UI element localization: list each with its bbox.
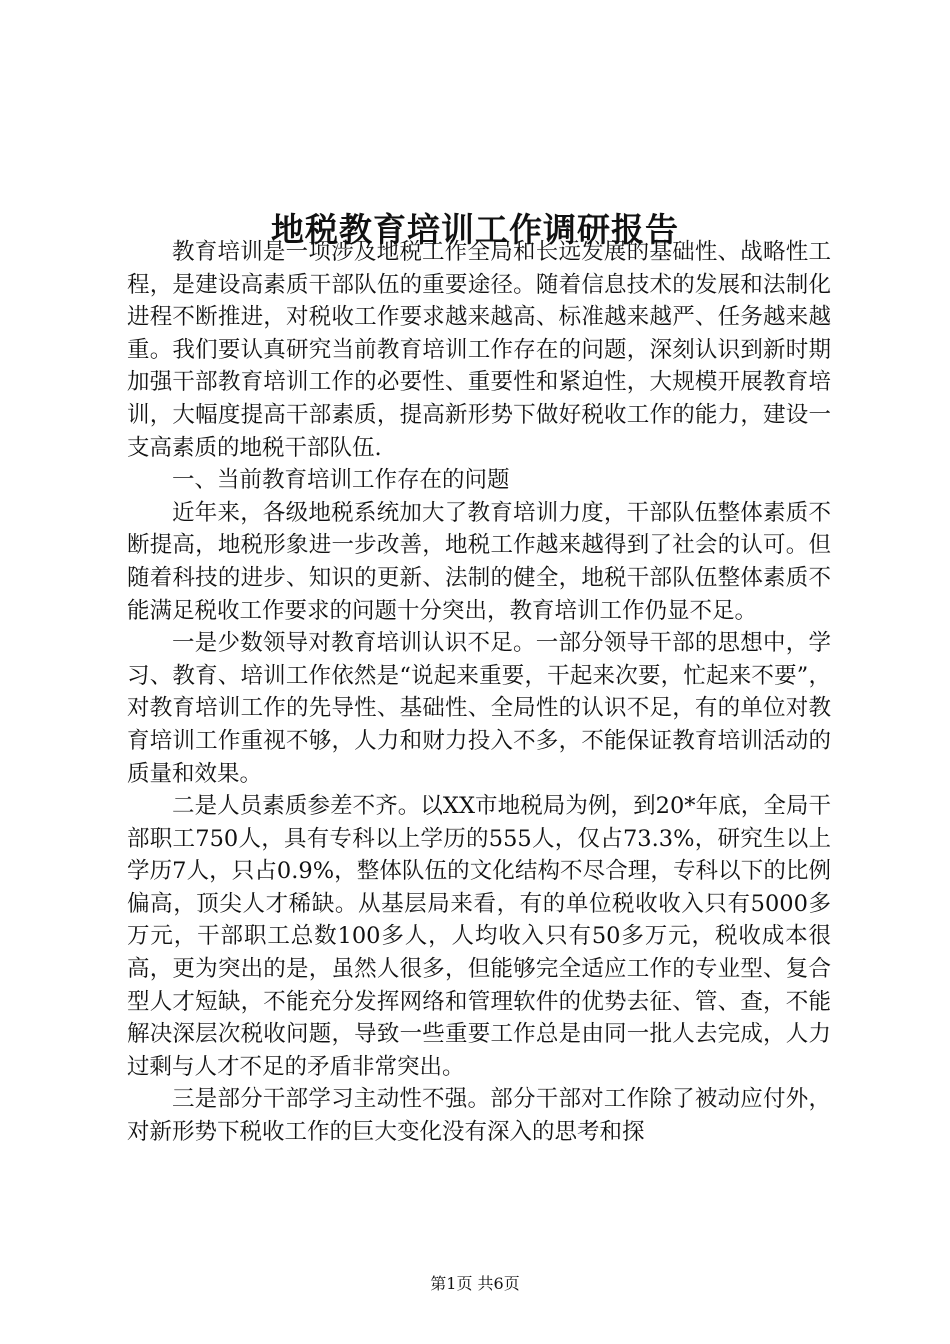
intro-paragraph: 教育培训是一项涉及地税工作全局和长远发展的基础性、战略性工程，是建设高素质干部队伍的重要途径。随着信息技术的发展和法制化进程不断推进，对税收工作要求越来越高、标准越来越严、任务越来越重。我们要认真研究当前教育培训工作存在的问题，深刻认识到新时期加强干部教育培训工作的必要性、重要性和紧迫性，大规模开展教育培训，大幅度提高干部素质，提高新形势下做好税收工作的能力，建设一支高素质的地税干部队伍. — [127, 239, 831, 461]
section-heading: 一、当前教育培训工作存在的问题 — [172, 467, 510, 494]
body-paragraph: 一是少数领导对教育培训认识不足。一部分领导干部的思想中，学习、教育、培训工作依然是“说起来重要，干起来次要，忙起来不要”，对教育培训工作的先导性、基础性、全局性的认识不足，有的单位对教育培训工作重视不够，人力和财力投入不多，不能保证教育培训活动的质量和效果。 — [127, 630, 831, 787]
page-footer: 第1页 共6页 — [430, 1274, 520, 1293]
body-paragraph: 近年来，各级地税系统加大了教育培训力度，干部队伍整体素质不断提高，地税形象进一步改善，地税工作越来越得到了社会的认可。但随着科技的进步、知识的更新、法制的健全，地税干部队伍整体素质不能满足税收工作要求的问题十分突出，教育培训工作仍显不足。 — [127, 499, 831, 624]
document-body — [127, 236, 831, 1149]
document-title: 地税教育培训工作调研报告 — [271, 210, 679, 250]
body-paragraph: 二是人员素质参差不齐。以XX市地税局为例，到20*年底，全局干部职工750人，具有专科以上学历的555人，仅占73.3%，研究生以上学历7人，只占0.9%，整体队伍的文化结构不尽合理，专科以下的比例偏高，顶尖人才稀缺。从基层局来看，有的单位税收收入只有5000多万元，干部职工总数100多人，人均收入只有50多万元，税收成本很高，更为突出的是，虽然人很多，但能够完全适应工作的专业型、复合型人才短缺，不能充分发挥网络和管理软件的优势去征、管、查，不能解决深层次税收问题，导致一些重要工作总是由同一批人去完成，人力过剩与人才不足的矛盾非常突出。 — [127, 793, 831, 1080]
body-paragraph: 三是部分干部学习主动性不强。部分干部对工作除了被动应付外，对新形势下税收工作的巨大变化没有深入的思考和探 — [127, 1086, 831, 1146]
